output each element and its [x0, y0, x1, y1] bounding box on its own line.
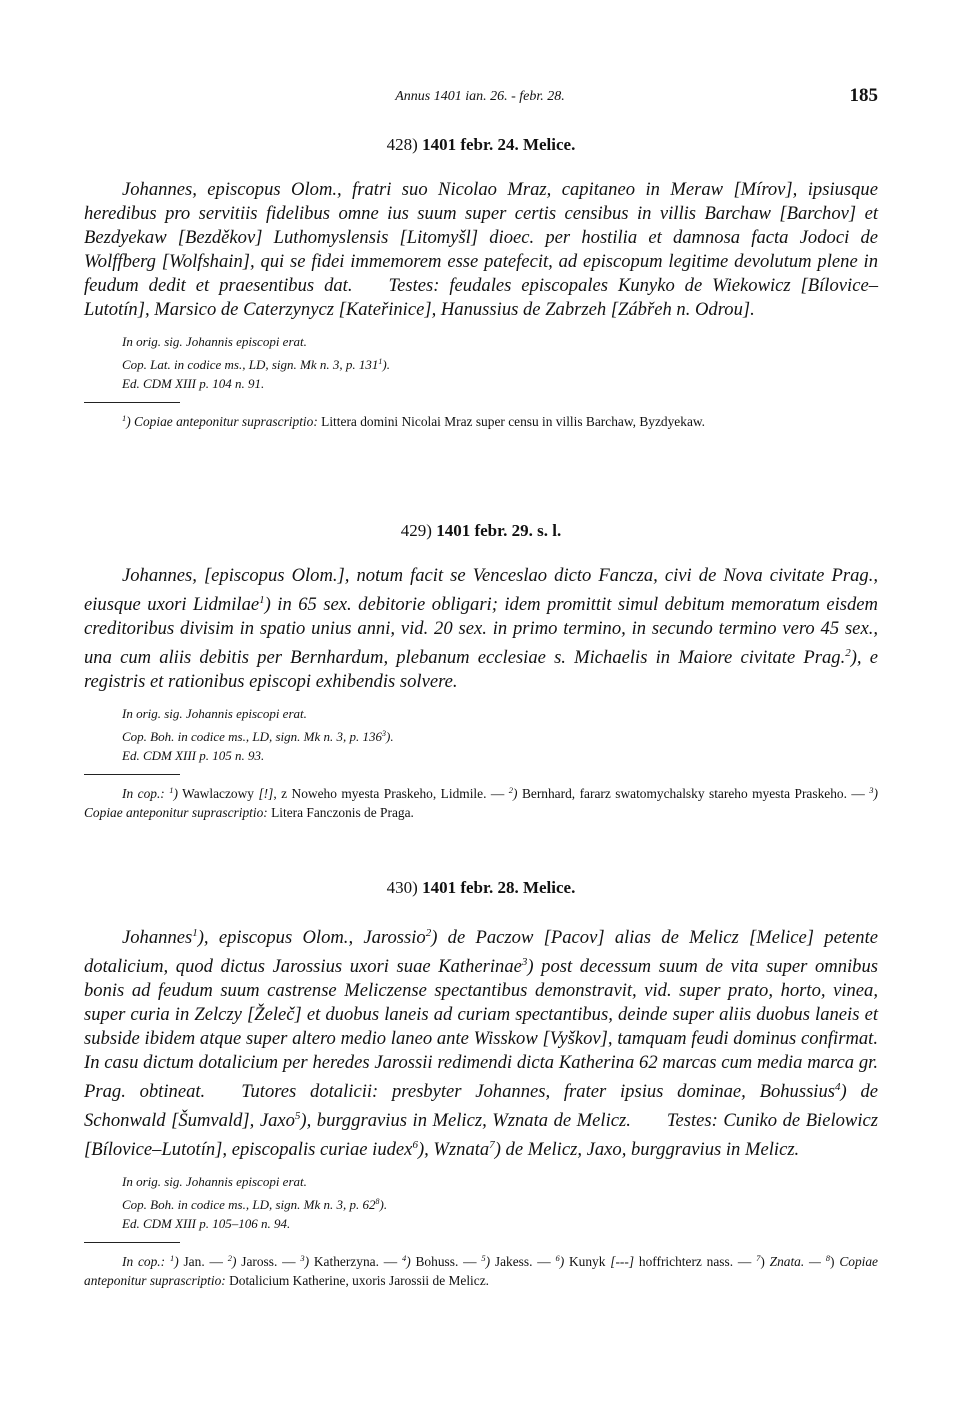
footnotes: In cop.: $^1$) Jan. — $^2$) Jaross. — $^3$) Katherzyna. — $^4$) Bohuss. — $^5$) Jakess. — $^6$) Kunyk [---] hoffrichterz nass. — $^7$) Znata. — $^8$) Copiae anteponitur suprascriptio: Dotalicium Katherine, uxoris Jarossii de Melicz. [84, 1252, 878, 1288]
edition-note: Ed. CDM XIII p. 105 n. 93. [122, 748, 265, 763]
document-430 [84, 875, 878, 1290]
footnote-rule [84, 774, 180, 775]
edition-note: Ed. CDM XIII p. 104 n. 91. [122, 376, 265, 391]
doc-title [84, 875, 878, 901]
regest-text: Johannes$^1$), episcopus Olom., Jarossio$^2$) de Paczow [Pacov] alias de Melicz [Melice] petente dotalicium, quod dictus Jarossius uxori suae Katherinae$^3$) post decessum suum de vita super omnibus bonis ad feudum suum castrense Meliczense spectantibus demonstravit, vid. super prato, horto, vinea, super curia in Zelczy [Želeč] et duobus laneis ad curiam spectantibus, deinde super aliis duobus laneis et subside ibidem atque super altero medio laneo ante Wisskow [Vyškov], tamquam feudi dominus confirmat. In casu dictum dotalicium per heredes Jarossii redimendi dicta Katherina 62 marcas cum media marca gr. Prag. obtineat. Tutores dotalicii: presbyter Johannes, frater ipsius dominae, Bohussius$^4$) de Schonwald [Šumvald], Jaxo$^5$), burggravius in Melicz, Wznata de Melicz. Testes: Cuniko de Bielowicz [Bílovice–Lutotín], episcopalis curiae iudex$^6$), Wznata$^7$) de Melicz, Jaxo, burggravius in Melicz. [84, 927, 879, 1160]
archival-notes [84, 332, 878, 394]
seal-note: In orig. sig. Johannis episcopi erat. [122, 706, 307, 721]
doc-date: 1401 febr. 28. Melice. [422, 878, 576, 897]
footnote-rule [84, 1242, 180, 1243]
archival-notes [84, 704, 878, 766]
footnotes: In cop.: $^1$) Wawlaczowy [!], z Noweho myesta Praskeho, Lidmile. — $^2$) Bernhard, fararz swatomychalsky stareho myesta Praskeho. — $^3$) Copiae anteponitur suprascriptio: Litera Fanczonis de Praga. [84, 784, 878, 820]
copy-note: Cop. Lat. in codice ms., LD, sign. Mk n. 3, p. $131^1$). [122, 356, 390, 372]
seal-note: In orig. sig. Johannis episcopi erat. [122, 1174, 307, 1189]
edition-note: Ed. CDM XIII p. 105–106 n. 94. [122, 1216, 291, 1231]
footnotes: $^1$) Copiae anteponitur suprascriptio: Littera domini Nicolai Mraz super censu in villis Barchaw, Byzdyekaw. [122, 412, 706, 429]
doc-date: 1401 febr. 24. Melice. [422, 135, 576, 154]
page-header [0, 85, 960, 111]
doc-title [84, 518, 878, 544]
archival-notes [84, 1172, 878, 1234]
doc-number: 429) [400, 521, 432, 540]
document-428 [84, 132, 878, 431]
regest-text: Johannes, [episcopus Olom.], notum facit se Venceslao dicto Fancza, civi de Nova civitate Prag., eiusque uxori Lidmilae$^1$) in 65 sex. debitorie obligari; idem promittit simul debitum memoratum eisdem creditoribus divisim in spatio unius anni, vid. 20 sex. in primo termino, in secundo termino vero 45 sex., una cum aliis debitis per Bernhardum, plebanum ecclesiae s. Michaelis in Maiore civitate Prag.$^2$), e registris et rationibus episcopi exhibendis solvere. [84, 565, 878, 692]
copy-note: Cop. Boh. in codice ms., LD, sign. Mk n. 3, p. $62^8$). [122, 1196, 388, 1212]
seal-note: In orig. sig. Johannis episcopi erat. [122, 334, 307, 349]
copy-note: Cop. Boh. in codice ms., LD, sign. Mk n. 3, p. $136^3$). [122, 728, 394, 744]
doc-date: 1401 febr. 29. s. l. [436, 521, 562, 540]
doc-number: 430) [386, 878, 418, 897]
regest-text: Johannes, episcopus Olom., fratri suo Nicolao Mraz, capitaneo in Meraw [Mírov], ipsiusque heredibus pro servitiis fidelibus omne ius suum super certis censibus in villis Barchaw [Barchov] et Bezdyekaw [Bezděkov] Luthomyslensis [Litomyšl] dioec. per hostilia et damnosa facta Jodoci de Wolffberg [Wolfshain], qui se fidei immemorem esse patefecit, ad episcopum legitime devolutum plene in feudum dedit et praesentibus dat. Testes: feudales episcopales Kunyko de Wiekowicz [Bílovice–Lutotín], Marsico de Caterzynycz [Kateřinice], Hanussius de Zabrzeh [Zábřeh n. Odrou]. [84, 179, 878, 320]
doc-number: 428) [386, 135, 418, 154]
running-head: Annus 1401 ian. 26. - febr. 28. [395, 89, 565, 104]
footnote-rule [84, 402, 180, 403]
document-429 [84, 518, 878, 822]
doc-title [84, 132, 878, 158]
page-number: 185 [849, 85, 878, 106]
